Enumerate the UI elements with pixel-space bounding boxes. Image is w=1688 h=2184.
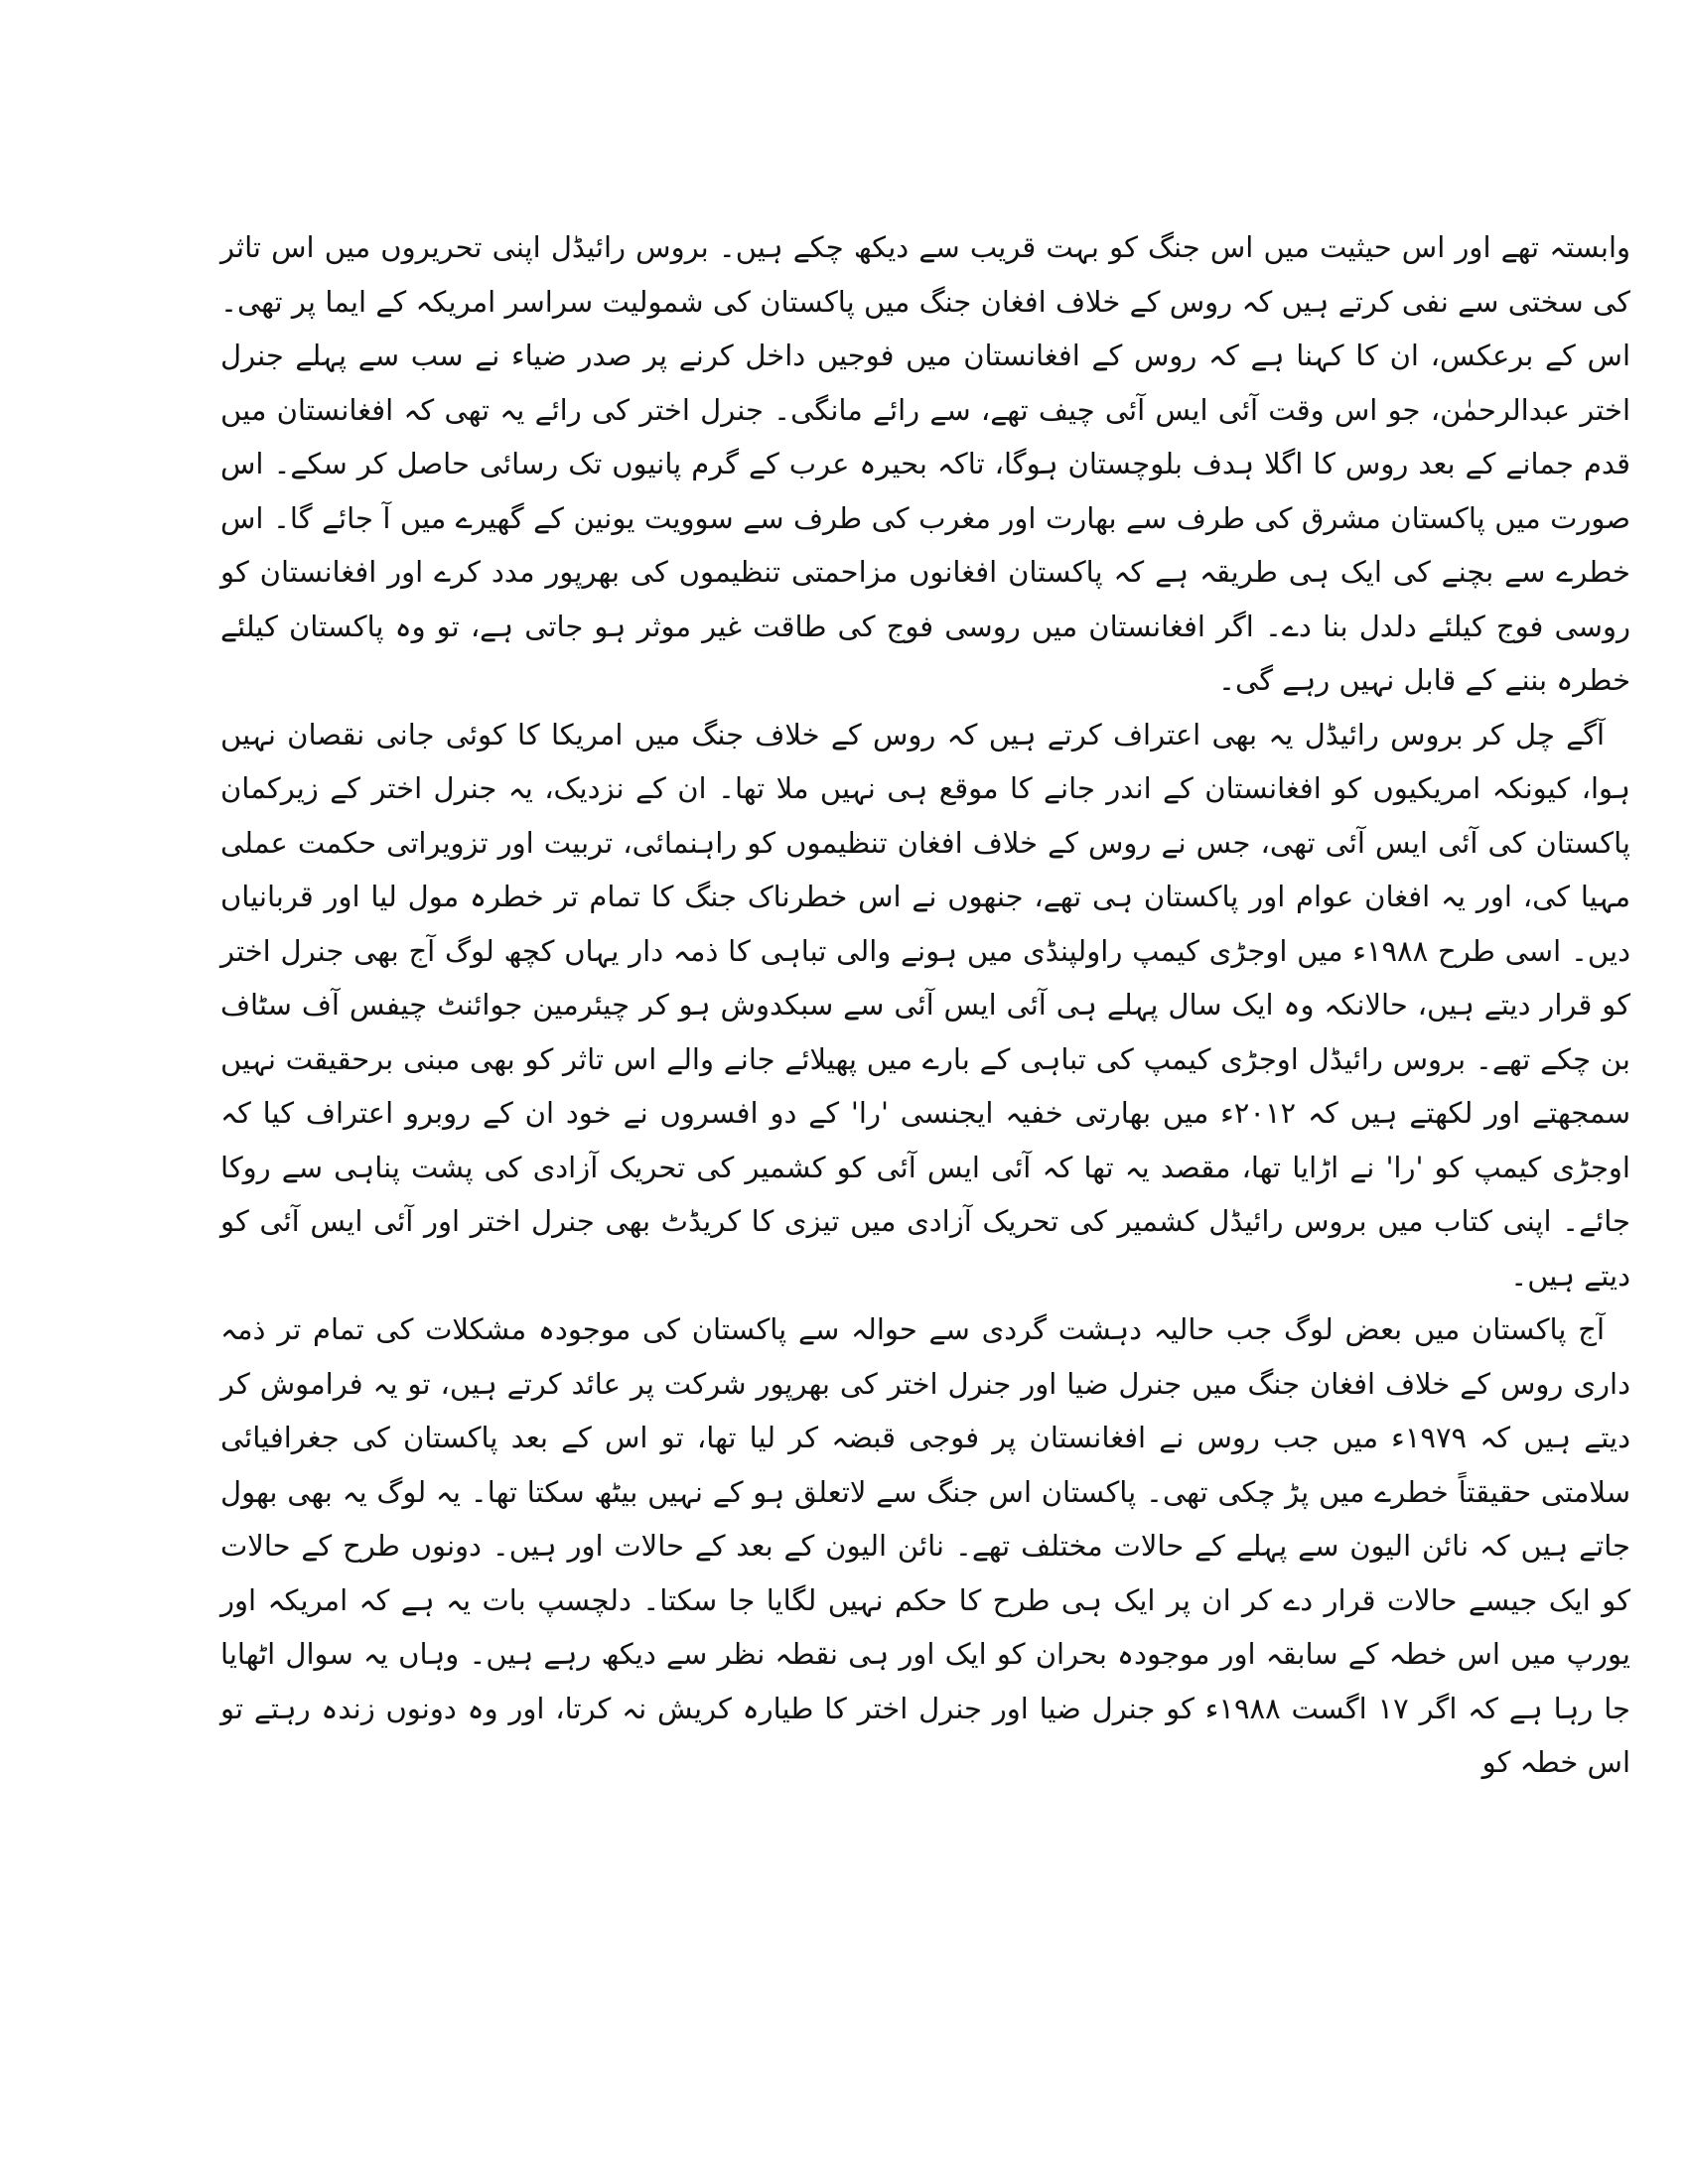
- paragraph-2: آگے چل کر بروس رائیڈل یہ بھی اعتراف کرتے ہیں کہ روس کے خلاف جنگ میں امریکا کا کوئی جانی نقصان نہیں ہوا، کیونکہ امریکیوں کو افغانستان کے اندر جانے کا موقع ہی نہیں ملا تھا۔ ان کے نزدیک، یہ جنرل اختر کے زیرکمان پاکستان کی آئی ایس آئی تھی، جس نے روس کے خلاف افغان تنظیموں کو راہنمائی، تربیت اور تزویراتی حکمت عملی مہیا کی، اور یہ افغان عوام اور پاکستان ہی تھے، جنھوں نے اس خطرناک جنگ کا تمام تر خطرہ مول لیا اور قربانیاں دیں۔ اسی طرح ۱۹۸۸ء میں اوجڑی کیمپ راولپنڈی میں ہونے والی تباہی کا ذمہ دار یہاں کچھ لوگ آج بھی جنرل اختر کو قرار دیتے ہیں، حالانکہ وہ ایک سال پہلے ہی آئی ایس آئی سے سبکدوش ہو کر چیئرمین جوائنٹ چیفس آف سٹاف بن چکے تھے۔ بروس رائیڈل اوجڑی کیمپ کی تباہی کے بارے میں پھیلائے جانے والے اس تاثر کو بھی مبنی برحقیقت نہیں سمجھتے اور لکھتے ہیں کہ ۲۰۱۲ء میں بھارتی خفیہ ایجنسی 'را' کے دو افسروں نے خود ان کے روبرو اعتراف کیا کہ اوجڑی کیمپ کو 'را' نے اڑایا تھا، مقصد یہ تھا کہ آئی ایس آئی کو کشمیر کی تحریک آزادی کی پشت پناہی سے روکا جائے۔ اپنی کتاب میں بروس رائیڈل کشمیر کی تحریک آزادی میں تیزی کا کریڈٹ بھی جنرل اختر اور آئی ایس آئی کو دیتے ہیں۔: [220, 717, 1631, 1293]
- paragraph-3: آج پاکستان میں بعض لوگ جب حالیہ دہشت گردی سے حوالہ سے پاکستان کی موجودہ مشکلات کی تمام تر ذمہ داری روس کے خلاف افغان جنگ میں جنرل ضیا اور جنرل اختر کی بھرپور شرکت پر عائد کرتے ہیں، تو یہ فراموش کر دیتے ہیں کہ ۱۹۷۹ء میں جب روس نے افغانستان پر فوجی قبضہ کر لیا تھا، تو اس کے بعد پاکستان کی جغرافیائی سلامتی حقیقتاً خطرے میں پڑ چکی تھی۔ پاکستان اس جنگ سے لاتعلق ہو کے نہیں بیٹھ سکتا تھا۔ یہ لوگ یہ بھی بھول جاتے ہیں کہ نائن الیون سے پہلے کے حالات مختلف تھے۔ نائن الیون کے بعد کے حالات اور ہیں۔ دونوں طرح کے حالات کو ایک جیسے حالات قرار دے کر ان پر ایک ہی طرح کا حکم نہیں لگایا جا سکتا۔ دلچسپ بات یہ ہے کہ امریکہ اور یورپ میں اس خطہ کے سابقہ اور موجودہ بحران کو ایک اور ہی نقطہ نظر سے دیکھ رہے ہیں۔ وہاں یہ سوال اٹھایا جا رہا ہے کہ اگر ۱۷ اگست ۱۹۸۸ء کو جنرل ضیا اور جنرل اختر کا طیارہ کریش نہ کرتا، اور وہ دونوں زندہ رہتے تو اس خطہ کو: [220, 1312, 1630, 1779]
- document-body: [220, 220, 1630, 1790]
- paragraph-1: وابستہ تھے اور اس حیثیت میں اس جنگ کو بہت قریب سے دیکھ چکے ہیں۔ بروس رائیڈل اپنی تحریروں میں اس تاثر کی سختی سے نفی کرتے ہیں کہ روس کے خلاف افغان جنگ میں پاکستان کی شمولیت سراسر امریکہ کے ایما پر تھی۔ اس کے برعکس، ان کا کہنا ہے کہ روس کے افغانستان میں فوجیں داخل کرنے پر صدر ضیاء نے سب سے پہلے جنرل اختر عبدالرحمٰن، جو اس وقت آئی ایس آئی چیف تھے، سے رائے مانگی۔ جنرل اختر کی رائے یہ تھی کہ افغانستان میں قدم جمانے کے بعد روس کا اگلا ہدف بلوچستان ہوگا، تاکہ بحیرہ عرب کے گرم پانیوں تک رسائی حاصل کر سکے۔ اس صورت میں پاکستان مشرق کی طرف سے بھارت اور مغرب کی طرف سے سوویت یونین کے گھیرے میں آ جائے گا۔ اس خطرے سے بچنے کی ایک ہی طریقہ ہے کہ پاکستان افغانوں مزاحمتی تنظیموں کی بھرپور مدد کرے اور افغانستان کو روسی فوج کیلئے دلدل بنا دے۔ اگر افغانستان میں روسی فوج کی طاقت غیر موثر ہو جاتی ہے، تو وہ پاکستان کیلئے خطرہ بننے کے قابل نہیں رہے گی۔: [220, 230, 1630, 697]
